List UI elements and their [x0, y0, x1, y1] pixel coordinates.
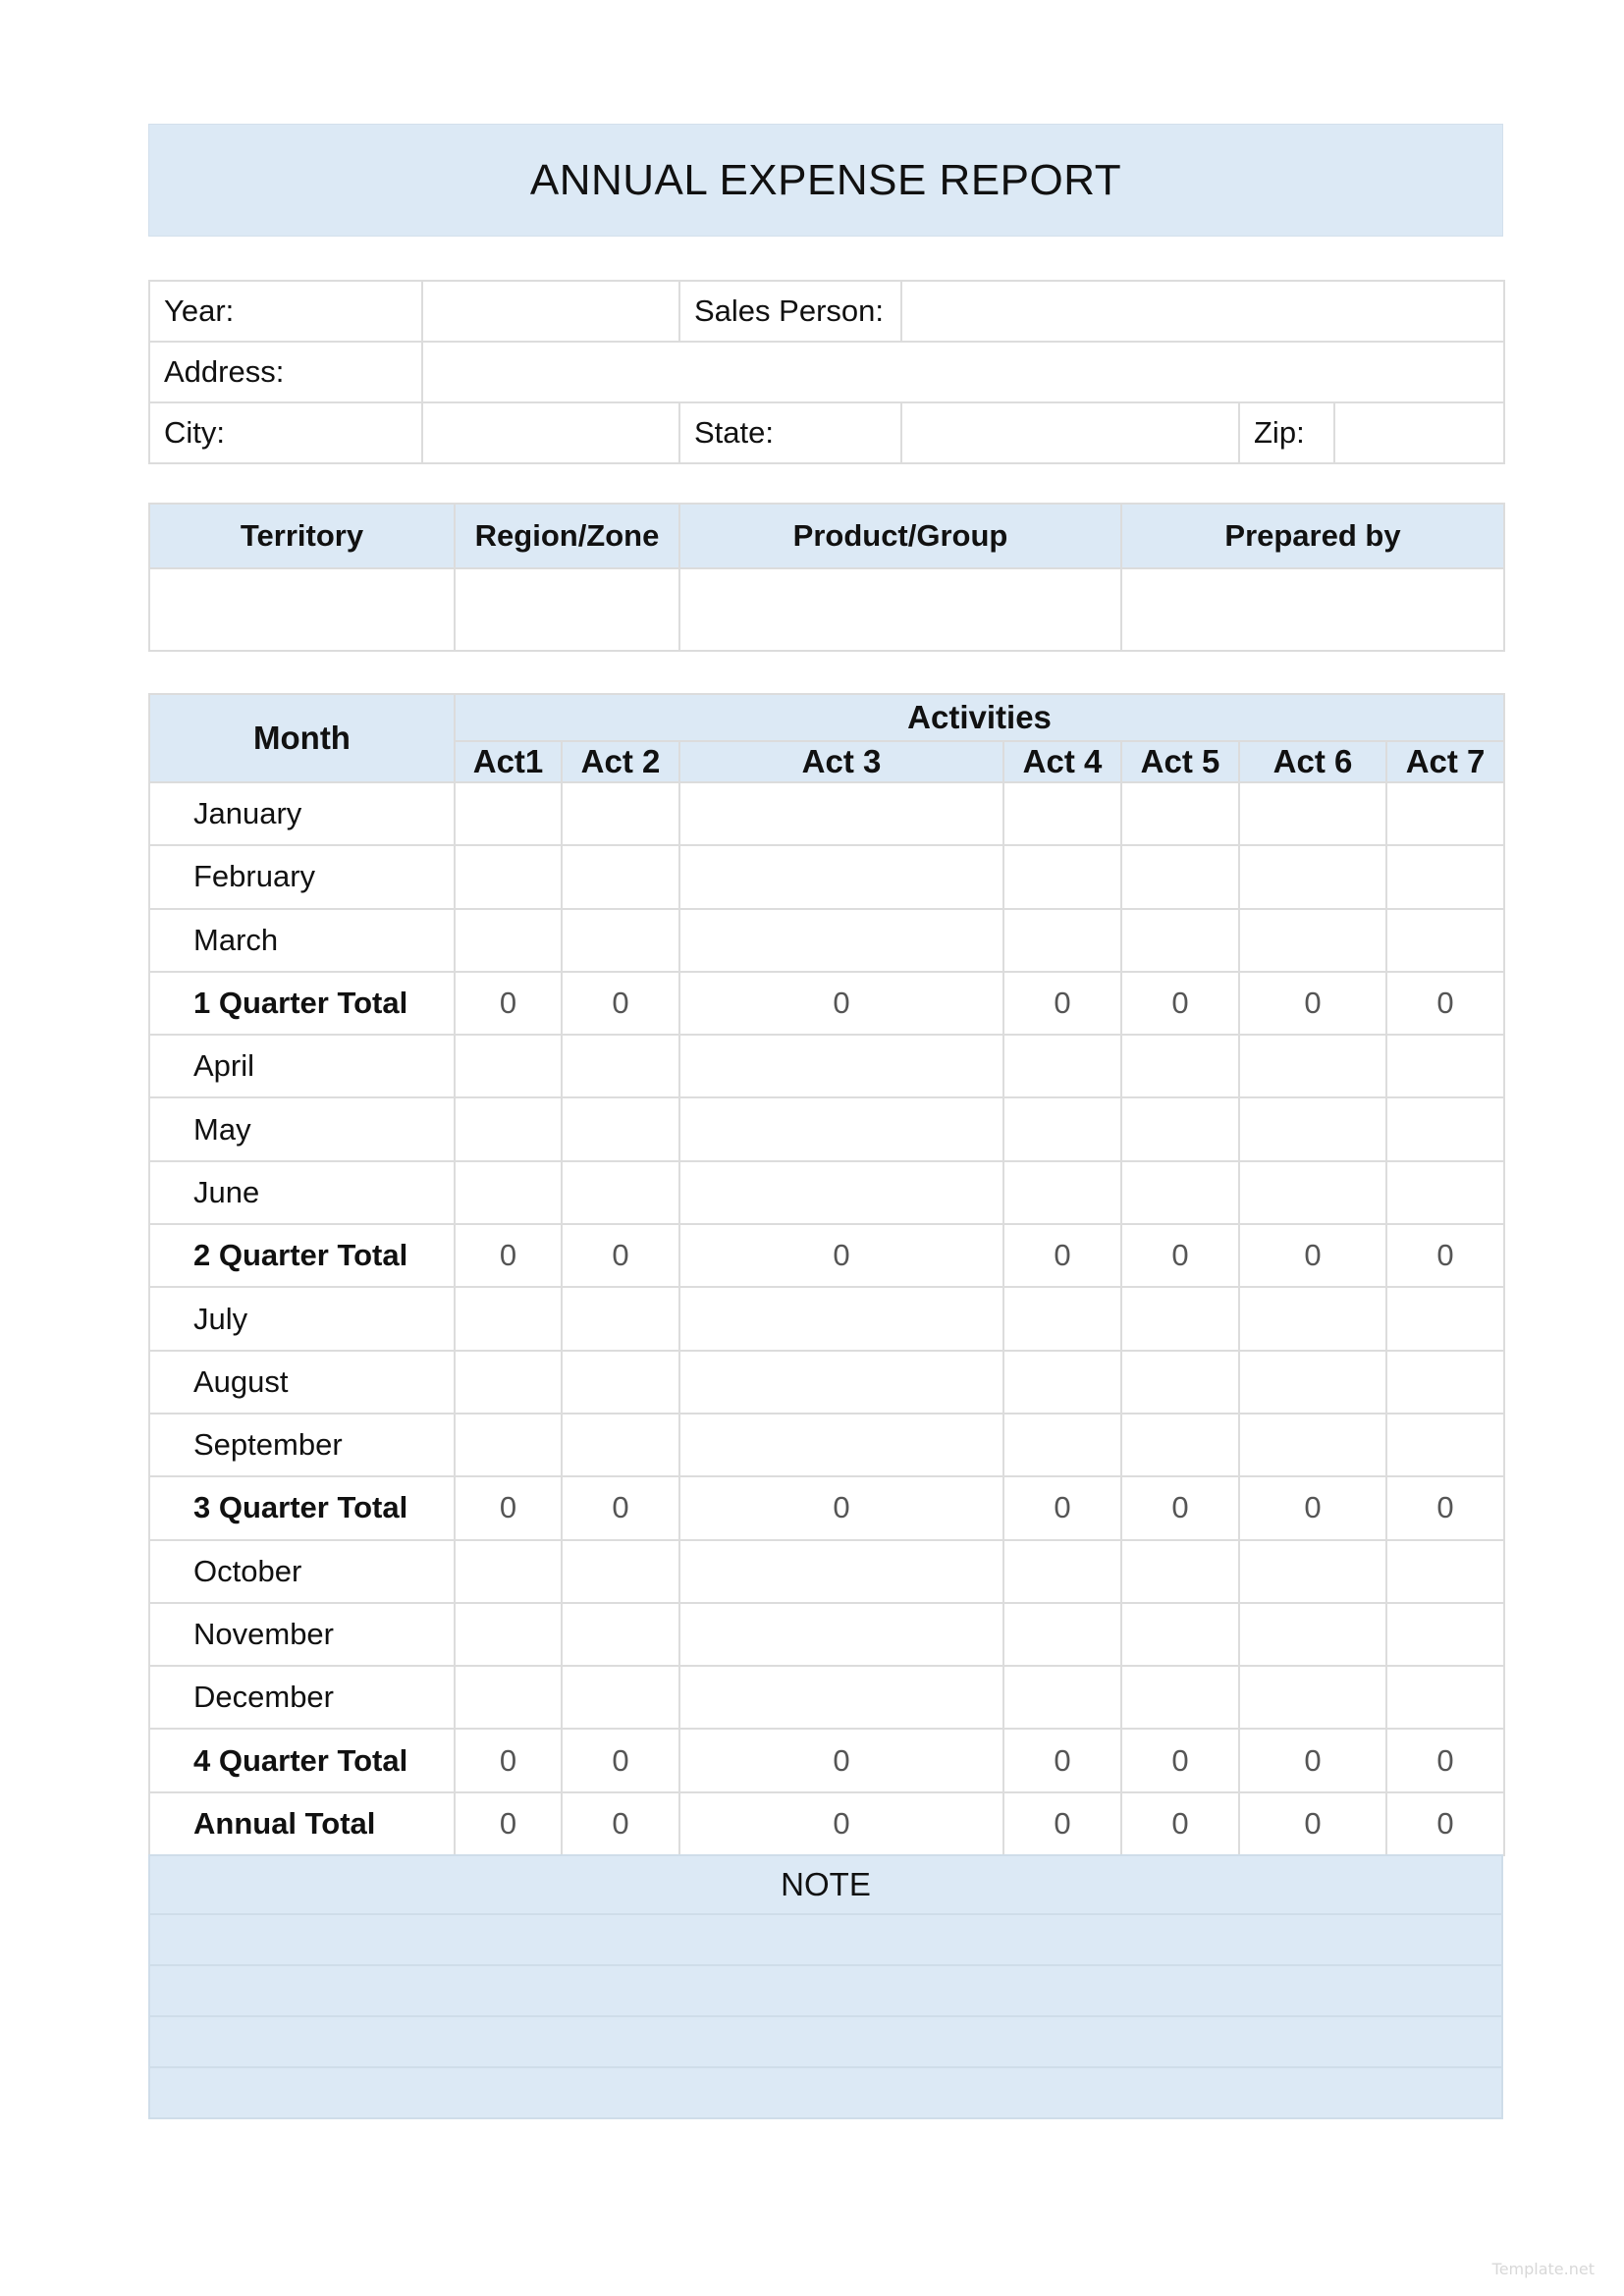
year-label: Year:	[149, 281, 422, 342]
expense-cell[interactable]	[1003, 845, 1121, 908]
year-field[interactable]	[422, 281, 679, 342]
row-label: October	[149, 1540, 455, 1603]
total-cell: 0	[1239, 1729, 1386, 1791]
expense-cell[interactable]	[1121, 1161, 1239, 1224]
total-cell: 0	[1003, 972, 1121, 1035]
month-row	[149, 1603, 1504, 1666]
month-row	[149, 1161, 1504, 1224]
row-label: December	[149, 1666, 455, 1729]
total-cell: 0	[1239, 1224, 1386, 1287]
total-cell: 0	[1121, 1792, 1239, 1855]
month-row	[149, 1097, 1504, 1160]
month-row	[149, 909, 1504, 972]
address-label: Address:	[149, 342, 422, 402]
region-zone-header: Region/Zone	[455, 504, 679, 568]
city-label: City:	[149, 402, 422, 463]
expense-cell[interactable]	[1386, 1414, 1504, 1476]
expense-cell[interactable]	[1386, 1287, 1504, 1350]
month-row	[149, 1035, 1504, 1097]
expense-cell[interactable]	[455, 1666, 562, 1729]
act-column-header: Act 2	[562, 741, 679, 782]
expense-cell[interactable]	[1239, 1351, 1386, 1414]
month-row	[149, 782, 1504, 845]
expense-cell[interactable]	[455, 1097, 562, 1160]
expense-cell[interactable]	[455, 1540, 562, 1603]
month-row	[149, 1666, 1504, 1729]
report-title: ANNUAL EXPENSE REPORT	[529, 155, 1122, 204]
expense-cell[interactable]	[1386, 1161, 1504, 1224]
total-cell: 0	[1386, 972, 1504, 1035]
activities-header: Activities	[455, 694, 1504, 741]
total-cell: 0	[679, 1729, 1003, 1791]
row-label: Annual Total	[149, 1792, 455, 1855]
expense-cell[interactable]	[1239, 1097, 1386, 1160]
total-cell: 0	[455, 1792, 562, 1855]
total-cell: 0	[455, 1476, 562, 1539]
act-column-header: Act 3	[679, 741, 1003, 782]
expense-cell[interactable]	[1239, 1035, 1386, 1097]
sales-person-field[interactable]	[901, 281, 1504, 342]
watermark: Template.net	[1491, 2260, 1595, 2278]
product-group-field[interactable]	[679, 568, 1121, 651]
total-cell: 0	[562, 1729, 679, 1791]
row-label: March	[149, 909, 455, 972]
expense-cell[interactable]	[679, 1540, 1003, 1603]
row-label: November	[149, 1603, 455, 1666]
expense-cell[interactable]	[1121, 1666, 1239, 1729]
city-field[interactable]	[422, 402, 679, 463]
total-cell: 0	[1386, 1476, 1504, 1539]
total-cell: 0	[679, 1224, 1003, 1287]
total-row	[149, 972, 1504, 1035]
total-row	[149, 1792, 1504, 1855]
expense-cell[interactable]	[1121, 1414, 1239, 1476]
expense-cell[interactable]	[455, 845, 562, 908]
total-cell: 0	[1386, 1729, 1504, 1791]
total-cell: 0	[455, 1729, 562, 1791]
expense-cell[interactable]	[1121, 782, 1239, 845]
expense-cell[interactable]	[1121, 845, 1239, 908]
total-cell: 0	[1003, 1224, 1121, 1287]
expense-cell[interactable]	[679, 782, 1003, 845]
expense-cell[interactable]	[1239, 782, 1386, 845]
expense-cell[interactable]	[679, 1666, 1003, 1729]
prepared-by-header: Prepared by	[1121, 504, 1504, 568]
total-cell: 0	[1121, 972, 1239, 1035]
info-table	[148, 280, 1505, 464]
expense-cell[interactable]	[679, 909, 1003, 972]
row-label: September	[149, 1414, 455, 1476]
expense-cell[interactable]	[562, 1161, 679, 1224]
expense-cell[interactable]	[679, 1035, 1003, 1097]
territory-table	[148, 503, 1505, 652]
expense-cell[interactable]	[1386, 1351, 1504, 1414]
expense-cell[interactable]	[1003, 1351, 1121, 1414]
expense-cell[interactable]	[455, 1287, 562, 1350]
total-cell: 0	[679, 972, 1003, 1035]
total-cell: 0	[455, 1224, 562, 1287]
product-group-header: Product/Group	[679, 504, 1121, 568]
act-column-header: Act 7	[1386, 741, 1504, 782]
expense-cell[interactable]	[1386, 1540, 1504, 1603]
note-section	[148, 1854, 1503, 2119]
expense-cell[interactable]	[562, 1351, 679, 1414]
territory-field[interactable]	[149, 568, 455, 651]
territory-header: Territory	[149, 504, 455, 568]
expense-cell[interactable]	[1003, 1097, 1121, 1160]
expense-cell[interactable]	[1003, 1603, 1121, 1666]
row-label: 4 Quarter Total	[149, 1729, 455, 1791]
expense-cell[interactable]	[1386, 1097, 1504, 1160]
expense-cell[interactable]	[1003, 909, 1121, 972]
expense-cell[interactable]	[1121, 1097, 1239, 1160]
expense-cell[interactable]	[562, 845, 679, 908]
expense-cell[interactable]	[1239, 1540, 1386, 1603]
month-row	[149, 845, 1504, 908]
expense-cell[interactable]	[1003, 1287, 1121, 1350]
expense-cell[interactable]	[679, 1414, 1003, 1476]
row-label: June	[149, 1161, 455, 1224]
expense-cell[interactable]	[1239, 845, 1386, 908]
total-row	[149, 1476, 1504, 1539]
prepared-by-field[interactable]	[1121, 568, 1504, 651]
act-column-header: Act 6	[1239, 741, 1386, 782]
total-cell: 0	[455, 972, 562, 1035]
month-row	[149, 1287, 1504, 1350]
month-row	[149, 1351, 1504, 1414]
total-cell: 0	[562, 972, 679, 1035]
expense-cell[interactable]	[1239, 1161, 1386, 1224]
expense-cell[interactable]	[562, 1035, 679, 1097]
total-cell: 0	[679, 1792, 1003, 1855]
expense-cell[interactable]	[562, 1540, 679, 1603]
expense-cell[interactable]	[679, 1097, 1003, 1160]
row-label: February	[149, 845, 455, 908]
month-row	[149, 1414, 1504, 1476]
total-cell: 0	[562, 1476, 679, 1539]
expense-cell[interactable]	[1003, 1035, 1121, 1097]
expense-cell[interactable]	[1003, 1540, 1121, 1603]
address-field[interactable]	[422, 342, 1504, 402]
expense-cell[interactable]	[1239, 1666, 1386, 1729]
expense-cell[interactable]	[1003, 1161, 1121, 1224]
sales-person-label: Sales Person:	[679, 281, 901, 342]
total-row	[149, 1729, 1504, 1791]
row-label: April	[149, 1035, 455, 1097]
act-column-header: Act 4	[1003, 741, 1121, 782]
expense-cell[interactable]	[1386, 909, 1504, 972]
expense-cell[interactable]	[562, 1666, 679, 1729]
expense-cell[interactable]	[1003, 1666, 1121, 1729]
expense-cell[interactable]	[1003, 1414, 1121, 1476]
row-label: January	[149, 782, 455, 845]
expense-cell[interactable]	[1121, 1287, 1239, 1350]
region-zone-field[interactable]	[455, 568, 679, 651]
expense-cell[interactable]	[679, 845, 1003, 908]
expense-cell[interactable]	[562, 1603, 679, 1666]
expense-cell[interactable]	[1386, 782, 1504, 845]
expense-cell[interactable]	[1239, 1603, 1386, 1666]
expense-cell[interactable]	[1121, 1540, 1239, 1603]
zip-label: Zip:	[1239, 402, 1334, 463]
row-label: 3 Quarter Total	[149, 1476, 455, 1539]
total-cell: 0	[1121, 1476, 1239, 1539]
expense-cell[interactable]	[562, 782, 679, 845]
expense-cell[interactable]	[679, 1161, 1003, 1224]
act-column-header: Act1	[455, 741, 562, 782]
expense-cell[interactable]	[562, 1287, 679, 1350]
total-cell: 0	[679, 1476, 1003, 1539]
expense-cell[interactable]	[1121, 1351, 1239, 1414]
expense-cell[interactable]	[1386, 1035, 1504, 1097]
total-cell: 0	[1386, 1792, 1504, 1855]
note-heading: NOTE	[149, 1855, 1502, 1914]
expense-cell[interactable]	[455, 782, 562, 845]
total-cell: 0	[562, 1224, 679, 1287]
expense-cell[interactable]	[455, 1603, 562, 1666]
note-line[interactable]	[149, 1914, 1502, 1965]
note-line[interactable]	[149, 1965, 1502, 2016]
total-cell: 0	[1239, 1476, 1386, 1539]
expense-cell[interactable]	[562, 1097, 679, 1160]
expense-cell[interactable]	[1239, 1414, 1386, 1476]
expense-cell[interactable]	[679, 1287, 1003, 1350]
expense-cell[interactable]	[679, 1603, 1003, 1666]
note-line[interactable]	[149, 2016, 1502, 2067]
expense-cell[interactable]	[1121, 1035, 1239, 1097]
expense-cell[interactable]	[455, 1414, 562, 1476]
expense-cell[interactable]	[562, 909, 679, 972]
expense-cell[interactable]	[1239, 909, 1386, 972]
expense-cell[interactable]	[455, 1035, 562, 1097]
expense-cell[interactable]	[562, 1414, 679, 1476]
expense-cell[interactable]	[1121, 909, 1239, 972]
total-cell: 0	[1121, 1729, 1239, 1791]
expense-cell[interactable]	[1239, 1287, 1386, 1350]
note-line[interactable]	[149, 2067, 1502, 2118]
row-label: August	[149, 1351, 455, 1414]
expense-cell[interactable]	[455, 1161, 562, 1224]
total-cell: 0	[1003, 1729, 1121, 1791]
act-column-header: Act 5	[1121, 741, 1239, 782]
expense-cell[interactable]	[1121, 1603, 1239, 1666]
expense-cell[interactable]	[1386, 845, 1504, 908]
total-cell: 0	[1239, 972, 1386, 1035]
row-label: May	[149, 1097, 455, 1160]
total-cell: 0	[1386, 1224, 1504, 1287]
expense-cell[interactable]	[1386, 1603, 1504, 1666]
report-title-bar	[148, 124, 1503, 237]
row-label: July	[149, 1287, 455, 1350]
expense-cell[interactable]	[1386, 1666, 1504, 1729]
row-label: 2 Quarter Total	[149, 1224, 455, 1287]
month-header: Month	[149, 694, 455, 782]
zip-field[interactable]	[1334, 402, 1504, 463]
total-cell: 0	[1121, 1224, 1239, 1287]
total-cell: 0	[562, 1792, 679, 1855]
expense-cell[interactable]	[1003, 782, 1121, 845]
activities-table	[148, 693, 1505, 1856]
total-cell: 0	[1003, 1792, 1121, 1855]
row-label: 1 Quarter Total	[149, 972, 455, 1035]
expense-cell[interactable]	[679, 1351, 1003, 1414]
expense-cell[interactable]	[455, 909, 562, 972]
expense-cell[interactable]	[455, 1351, 562, 1414]
state-field[interactable]	[901, 402, 1239, 463]
total-cell: 0	[1239, 1792, 1386, 1855]
state-label: State:	[679, 402, 901, 463]
total-cell: 0	[1003, 1476, 1121, 1539]
month-row	[149, 1540, 1504, 1603]
total-row	[149, 1224, 1504, 1287]
